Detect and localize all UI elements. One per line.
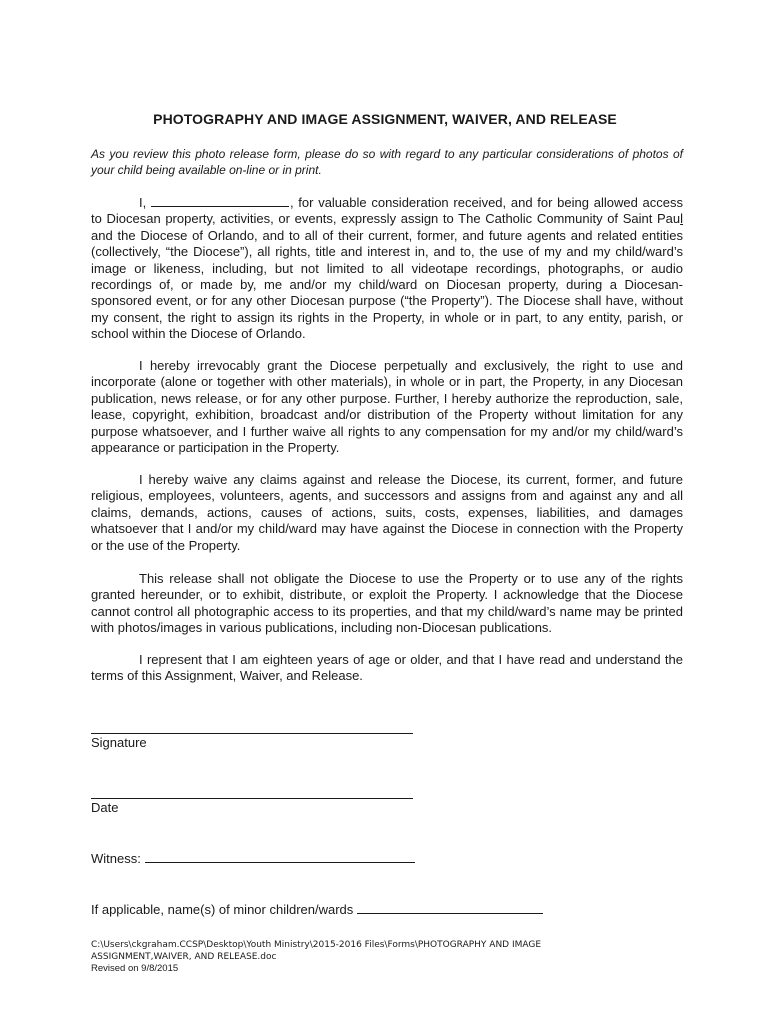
revised-date: Revised on 9/8/2015	[91, 963, 179, 974]
witness-label: Witness:	[91, 851, 141, 866]
minor-children-label: If applicable, name(s) of minor children/wards	[91, 902, 354, 917]
signature-label: Signature	[91, 735, 147, 750]
file-path-line-2: ASSIGNMENT,WAIVER, AND RELEASE.doc	[91, 951, 277, 962]
signature-line[interactable]	[91, 733, 413, 734]
minor-children-row	[91, 900, 543, 917]
paragraph-assignment-lead: I,	[139, 195, 151, 210]
paragraph-obligation: This release shall not obligate the Diocese to use the Property or to use any of the rights granted hereunder, or to exhibit, distribute, or exploit the Property. I acknowledge that the Diocese cannot control all photographic access to its properties, and that my child/ward’s name may be printed with photos/images in various publications, including non-Diocesan publications.	[91, 571, 683, 636]
file-path-line-1: C:\Users\ckgraham.CCSP\Desktop\Youth Ministry\2015-2016 Files\Forms\PHOTOGRAPHY AND IMAGE	[91, 940, 542, 950]
paragraph-assignment-text-a: , for valuable consideration received, and for being allowed access to Diocesan property, activities, or events, expressly assign to The Catholic Community of Saint Pau	[91, 195, 683, 227]
document-title: PHOTOGRAPHY AND IMAGE ASSIGNMENT, WAIVER, AND RELEASE	[153, 111, 617, 127]
intro-note: As you review this photo release form, please do so with regard to any particular considerations of photos of your child being available on-line or in print.	[91, 147, 683, 177]
witness-line[interactable]	[145, 849, 415, 863]
date-label: Date	[91, 800, 119, 815]
paragraph-waiver: I hereby waive any claims against and release the Diocese, its current, former, and future religious, employees, volunteers, agents, and successors and assigns from and against any and all claims, demands, actions, causes of actions, suits, costs, expenses, liabilities, and damages whatsoever that I and/or my child/ward may have against the Diocese in connection with the Property or the use of the Property.	[91, 472, 683, 553]
paragraph-assignment-text-b: and the Diocese of Orlando, and to all of their current, former, and future agents and related entities (collectively, “the Diocese”), all rights, title and interest in, and to, the use of my and my child/ward’s image or likeness, including, but not limited to all videotape recordings, photographs, or audio recordings of, or made by, me and/or my child/ward on Diocesan property, during a Diocesan-sponsored event, or for any other Diocesan purpose (“the Property”). The Diocese shall have, without my consent, the right to assign its rights in the Property, in whole or in part, to any entity, parish, or school within the Diocese of Orlando.	[91, 227, 683, 342]
paragraph-grant: I hereby irrevocably grant the Diocese perpetually and exclusively, the right to use and incorporate (alone or together with other materials), in whole or in part, the Property, in any Diocesan publication, news release, or for any other purpose. Further, I hereby authorize the reproduction, sale, lease, copyright, exhibition, broadcast and/or distribution of the Property without limitation for any purpose whatsoever, and I further waive all rights to any compensation for my and/or my child/ward’s appearance or participation in the Property.	[91, 358, 683, 456]
witness-row	[91, 849, 415, 866]
minor-children-line[interactable]	[357, 900, 543, 914]
paragraph-assignment-underlined: l	[680, 211, 683, 227]
date-line[interactable]	[91, 798, 413, 799]
paragraph-representation: I represent that I am eighteen years of age or older, and that I have read and understand the terms of this Assignment, Waiver, and Release.	[91, 652, 683, 684]
paragraph-assignment	[91, 194, 683, 343]
document-footer	[91, 940, 691, 975]
name-blank-line[interactable]	[151, 194, 289, 207]
